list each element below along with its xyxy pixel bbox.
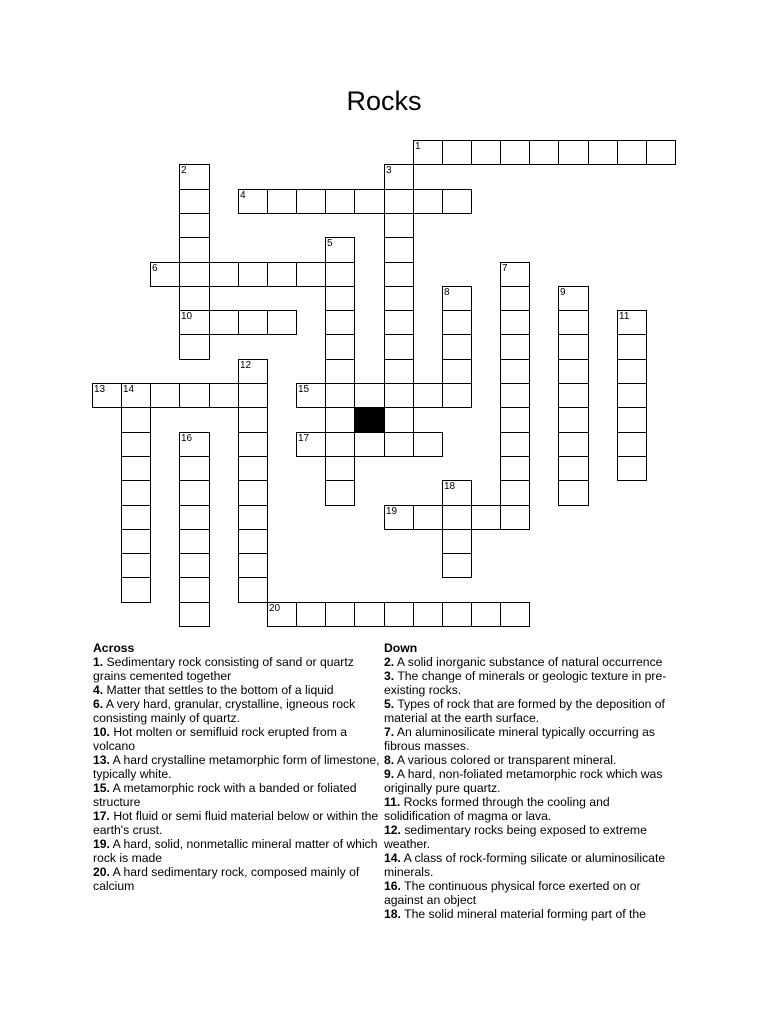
clue-item-text: A hard crystalline metamorphic form of limestone, typically white. [93,753,380,781]
grid-cell[interactable] [558,480,589,506]
grid-cell[interactable] [238,189,268,214]
clue-item-number: 20. [93,865,110,879]
puzzle-title: Rocks [346,86,422,116]
grid-cell[interactable] [442,505,472,530]
grid-cell[interactable] [238,577,268,603]
grid-cell[interactable] [354,602,385,627]
clue-number: 5 [327,238,333,249]
grid-cell[interactable] [529,140,559,165]
clue-number: 15 [298,384,310,395]
grid-cell[interactable] [413,602,443,627]
clue-item-number: 12. [384,823,401,837]
grid-cell[interactable] [179,310,210,335]
grid-cell[interactable] [238,505,268,530]
grid-cell[interactable] [325,262,355,287]
clue-item-number: 11. [384,795,401,809]
grid-cell[interactable] [179,213,210,238]
grid-cell[interactable] [296,602,326,627]
clue-number: 13 [94,384,106,395]
clue-number: 18 [444,481,456,492]
grid-cell[interactable] [209,262,239,287]
clue-item-text: A various colored or transparent mineral. [394,753,617,767]
clue-item [93,697,383,725]
down-heading: Down [384,641,418,655]
clue-item-text: An aluminosilicate mineral typically occurring as fibrous masses. [384,725,655,753]
grid-cell[interactable] [209,310,239,335]
grid-cell[interactable] [442,189,472,214]
grid-cell[interactable] [500,456,530,481]
grid-cell[interactable] [413,189,443,214]
grid-cell[interactable] [384,237,414,263]
grid-cell[interactable] [238,480,268,506]
grid-cell[interactable] [179,553,210,578]
clue-item-text: sedimentary rocks being exposed to extreme weather. [384,823,647,851]
across-clues [93,641,383,893]
clue-number: 16 [181,433,193,444]
clue-item-number: 8. [384,753,395,767]
grid-cell[interactable] [354,383,385,408]
grid-cell[interactable] [179,602,210,627]
grid-cell[interactable] [384,602,414,627]
clue-item-text: Types of rock that are formed by the deposition of material at the earth surface. [384,697,665,725]
grid-cell[interactable] [617,140,647,165]
grid-cell[interactable] [325,602,355,627]
grid-cell[interactable] [500,505,530,530]
grid-cell[interactable] [267,310,297,335]
grid-cell[interactable] [121,577,151,603]
clue-item-text: A hard, non-foliated metamorphic rock which was originally pure quartz. [384,767,663,795]
clue-item [384,767,679,795]
grid-cell[interactable] [121,529,151,554]
clue-item-number: 10. [93,725,110,739]
grid-cell[interactable] [238,407,268,433]
clue-number: 4 [240,190,246,201]
grid-cell[interactable] [471,505,501,530]
clue-item-text: A hard, solid, nonmetallic mineral matter of which rock is made [93,837,378,865]
clue-number: 6 [152,263,158,274]
grid-cell[interactable] [238,456,268,481]
grid-cell[interactable] [384,213,414,238]
grid-cell[interactable] [179,189,210,214]
clue-item-text: A very hard, granular, crystalline, igneous rock consisting mainly of quartz. [93,697,356,725]
across-heading: Across [93,641,135,655]
grid-cell[interactable] [500,359,530,384]
clue-item-text: The continuous physical force exerted on or against an object [384,879,641,907]
grid-cell[interactable] [442,383,472,408]
clue-item [384,851,679,879]
grid-cell[interactable] [267,602,297,627]
grid-cell[interactable] [500,286,530,311]
clue-item [384,823,679,851]
grid-cell[interactable] [179,456,210,481]
grid-cell[interactable] [413,432,443,457]
clue-item-text: A hard sedimentary rock, composed mainly of calcium [93,865,360,893]
grid-cell[interactable] [384,334,414,360]
clue-item-text: The change of minerals or geologic texture in pre-existing rocks. [384,669,667,697]
grid-cell[interactable] [442,602,472,627]
clue-item-number: 3. [384,669,395,683]
grid-cell[interactable] [384,164,414,190]
grid-cell[interactable] [296,432,326,457]
clue-number: 20 [269,603,281,614]
clue-number: 9 [560,287,566,298]
clue-item [93,837,383,865]
grid-cell[interactable] [500,140,530,165]
clue-number: 3 [386,165,392,176]
clue-number: 14 [123,384,135,395]
clue-item [93,781,383,809]
grid-cell[interactable] [500,262,530,287]
clue-item [384,725,679,753]
grid-cell[interactable] [471,602,501,627]
grid-cell[interactable] [500,334,530,360]
clue-item-text: Hot fluid or semi fluid material below or within the earth's crust. [93,809,379,837]
clue-item-text: Matter that settles to the bottom of a liquid [103,683,334,697]
grid-cell[interactable] [558,359,589,384]
clue-item-number: 17. [93,809,110,823]
clue-item [93,865,383,893]
down-clue-list [384,655,679,921]
grid-cell[interactable] [179,262,210,287]
grid-cell[interactable] [150,262,180,287]
grid-cell[interactable] [500,602,530,627]
grid-cell[interactable] [325,359,355,384]
clue-item [384,879,679,907]
down-clues [384,641,679,921]
grid-cell[interactable] [238,432,268,457]
clue-item [384,655,679,669]
across-clue-list [93,655,383,893]
grid-cell[interactable] [238,553,268,578]
grid-cell[interactable] [558,432,589,457]
grid-cell[interactable] [442,310,472,335]
grid-cell[interactable] [267,262,297,287]
clue-item-number: 1. [93,655,104,669]
grid-cell[interactable] [267,189,297,214]
grid-cell[interactable] [325,237,355,263]
grid-cell[interactable] [384,189,414,214]
grid-cell[interactable] [384,432,414,457]
grid-cell[interactable] [296,383,326,408]
grid-cell[interactable] [558,310,589,335]
grid-cell[interactable] [325,189,355,214]
grid-cell[interactable] [325,334,355,360]
grid-cell[interactable] [238,310,268,335]
grid-cell[interactable] [442,553,472,578]
clue-item-number: 6. [93,697,104,711]
clue-item [384,795,679,823]
grid-cell[interactable] [617,310,647,335]
clue-item-number: 4. [93,683,104,697]
clue-item-text: A class of rock-forming silicate or aluminosilicate minerals. [384,851,666,879]
grid-cell[interactable] [325,456,355,481]
clue-item-number: 15. [93,781,110,795]
grid-cell[interactable] [558,456,589,481]
grid-cell[interactable] [558,334,589,360]
clue-item-text: A metamorphic rock with a banded or foliated structure [93,781,357,809]
grid-cell[interactable] [413,505,443,530]
clue-item-text: Sedimentary rock consisting of sand or quartz grains cemented together [93,655,354,683]
grid-cell[interactable] [179,286,210,311]
clue-item [93,683,383,697]
grid-cell[interactable] [500,407,530,433]
grid-cell[interactable] [500,310,530,335]
grid-cell[interactable] [384,310,414,335]
grid-cell[interactable] [325,480,355,506]
grid-cell[interactable] [179,164,210,190]
grid-cell[interactable] [500,432,530,457]
clue-item [384,907,679,921]
grid-cell[interactable] [121,383,151,408]
grid-cell[interactable] [325,407,355,433]
clue-item-number: 18. [384,907,401,921]
grid-cell[interactable] [384,359,414,384]
grid-cell[interactable] [325,383,355,408]
clue-item-number: 13. [93,753,110,767]
grid-cell[interactable] [617,359,647,384]
clue-item-number: 14. [384,851,401,865]
clue-item-text: Rocks formed through the cooling and solidification of magma or lava. [384,795,610,823]
grid-cell[interactable] [617,334,647,360]
clue-item-number: 9. [384,767,395,781]
clue-item-text: Hot molten or semifluid rock erupted from a volcano [93,725,348,753]
grid-cell[interactable] [121,432,151,457]
clue-item-number: 7. [384,725,395,739]
grid-cell[interactable] [384,407,414,433]
grid-cell[interactable] [121,480,151,506]
grid-cell[interactable] [354,189,385,214]
clue-item-text: The solid mineral material forming part of the [400,907,646,921]
grid-cell[interactable] [238,383,268,408]
grid-cell[interactable] [179,480,210,506]
clue-number: 17 [298,433,310,444]
grid-cell[interactable] [238,262,268,287]
grid-cell[interactable] [179,334,210,360]
grid-cell[interactable] [354,432,385,457]
clue-item [384,669,679,697]
grid-cell[interactable] [646,140,676,165]
grid-cell[interactable] [384,286,414,311]
grid-cell[interactable] [617,456,647,481]
clue-number: 1 [415,141,421,152]
grid-cell[interactable] [325,432,355,457]
grid-cell[interactable] [238,359,268,384]
clue-number: 7 [502,263,508,274]
clue-number: 2 [181,165,187,176]
grid-cell[interactable] [558,407,589,433]
grid-cell[interactable] [442,529,472,554]
grid-cell[interactable] [296,262,326,287]
grid-cell[interactable] [558,140,589,165]
grid-cell[interactable] [121,407,151,433]
grid-cell[interactable] [500,480,530,506]
clue-item-number: 16. [384,879,401,893]
grid-cell[interactable] [471,140,501,165]
clue-item [93,753,383,781]
black-cell [354,407,385,433]
grid-cell[interactable] [179,237,210,263]
clue-item-number: 5. [384,697,395,711]
grid-cell[interactable] [179,529,210,554]
grid-cell[interactable] [617,407,647,433]
grid-cell[interactable] [121,553,151,578]
clue-item-text: A solid inorganic substance of natural occurrence [394,655,663,669]
grid-cell[interactable] [413,383,443,408]
grid-cell[interactable] [179,505,210,530]
grid-cell[interactable] [209,383,239,408]
grid-cell[interactable] [442,140,472,165]
grid-cell[interactable] [442,334,472,360]
grid-cell[interactable] [179,432,210,457]
clue-item [93,655,383,683]
grid-cell[interactable] [325,310,355,335]
clue-item [384,753,679,767]
grid-cell[interactable] [442,480,472,506]
grid-cell[interactable] [384,505,414,530]
grid-cell[interactable] [92,383,122,408]
grid-cell[interactable] [413,140,443,165]
grid-cell[interactable] [442,286,472,311]
grid-cell[interactable] [500,383,530,408]
grid-cell[interactable] [588,140,618,165]
grid-cell[interactable] [558,383,589,408]
clue-item [93,809,383,837]
grid-cell[interactable] [179,577,210,603]
clue-number: 11 [619,311,630,322]
clue-item [93,725,383,753]
grid-cell[interactable] [179,383,210,408]
grid-cell[interactable] [238,529,268,554]
grid-cell[interactable] [384,383,414,408]
grid-cell[interactable] [558,286,589,311]
grid-cell[interactable] [150,383,180,408]
grid-cell[interactable] [442,359,472,384]
grid-cell[interactable] [617,432,647,457]
clue-item-number: 2. [384,655,395,669]
grid-cell[interactable] [617,383,647,408]
clue-item [384,697,679,725]
grid-cell[interactable] [384,262,414,287]
clue-item-number: 19. [93,837,110,851]
grid-cell[interactable] [121,505,151,530]
grid-cell[interactable] [296,189,326,214]
grid-cell[interactable] [121,456,151,481]
clue-number: 8 [444,287,450,298]
clue-number: 19 [386,506,398,517]
clue-number: 12 [240,360,252,371]
grid-cell[interactable] [325,286,355,311]
clue-number: 10 [181,311,193,322]
